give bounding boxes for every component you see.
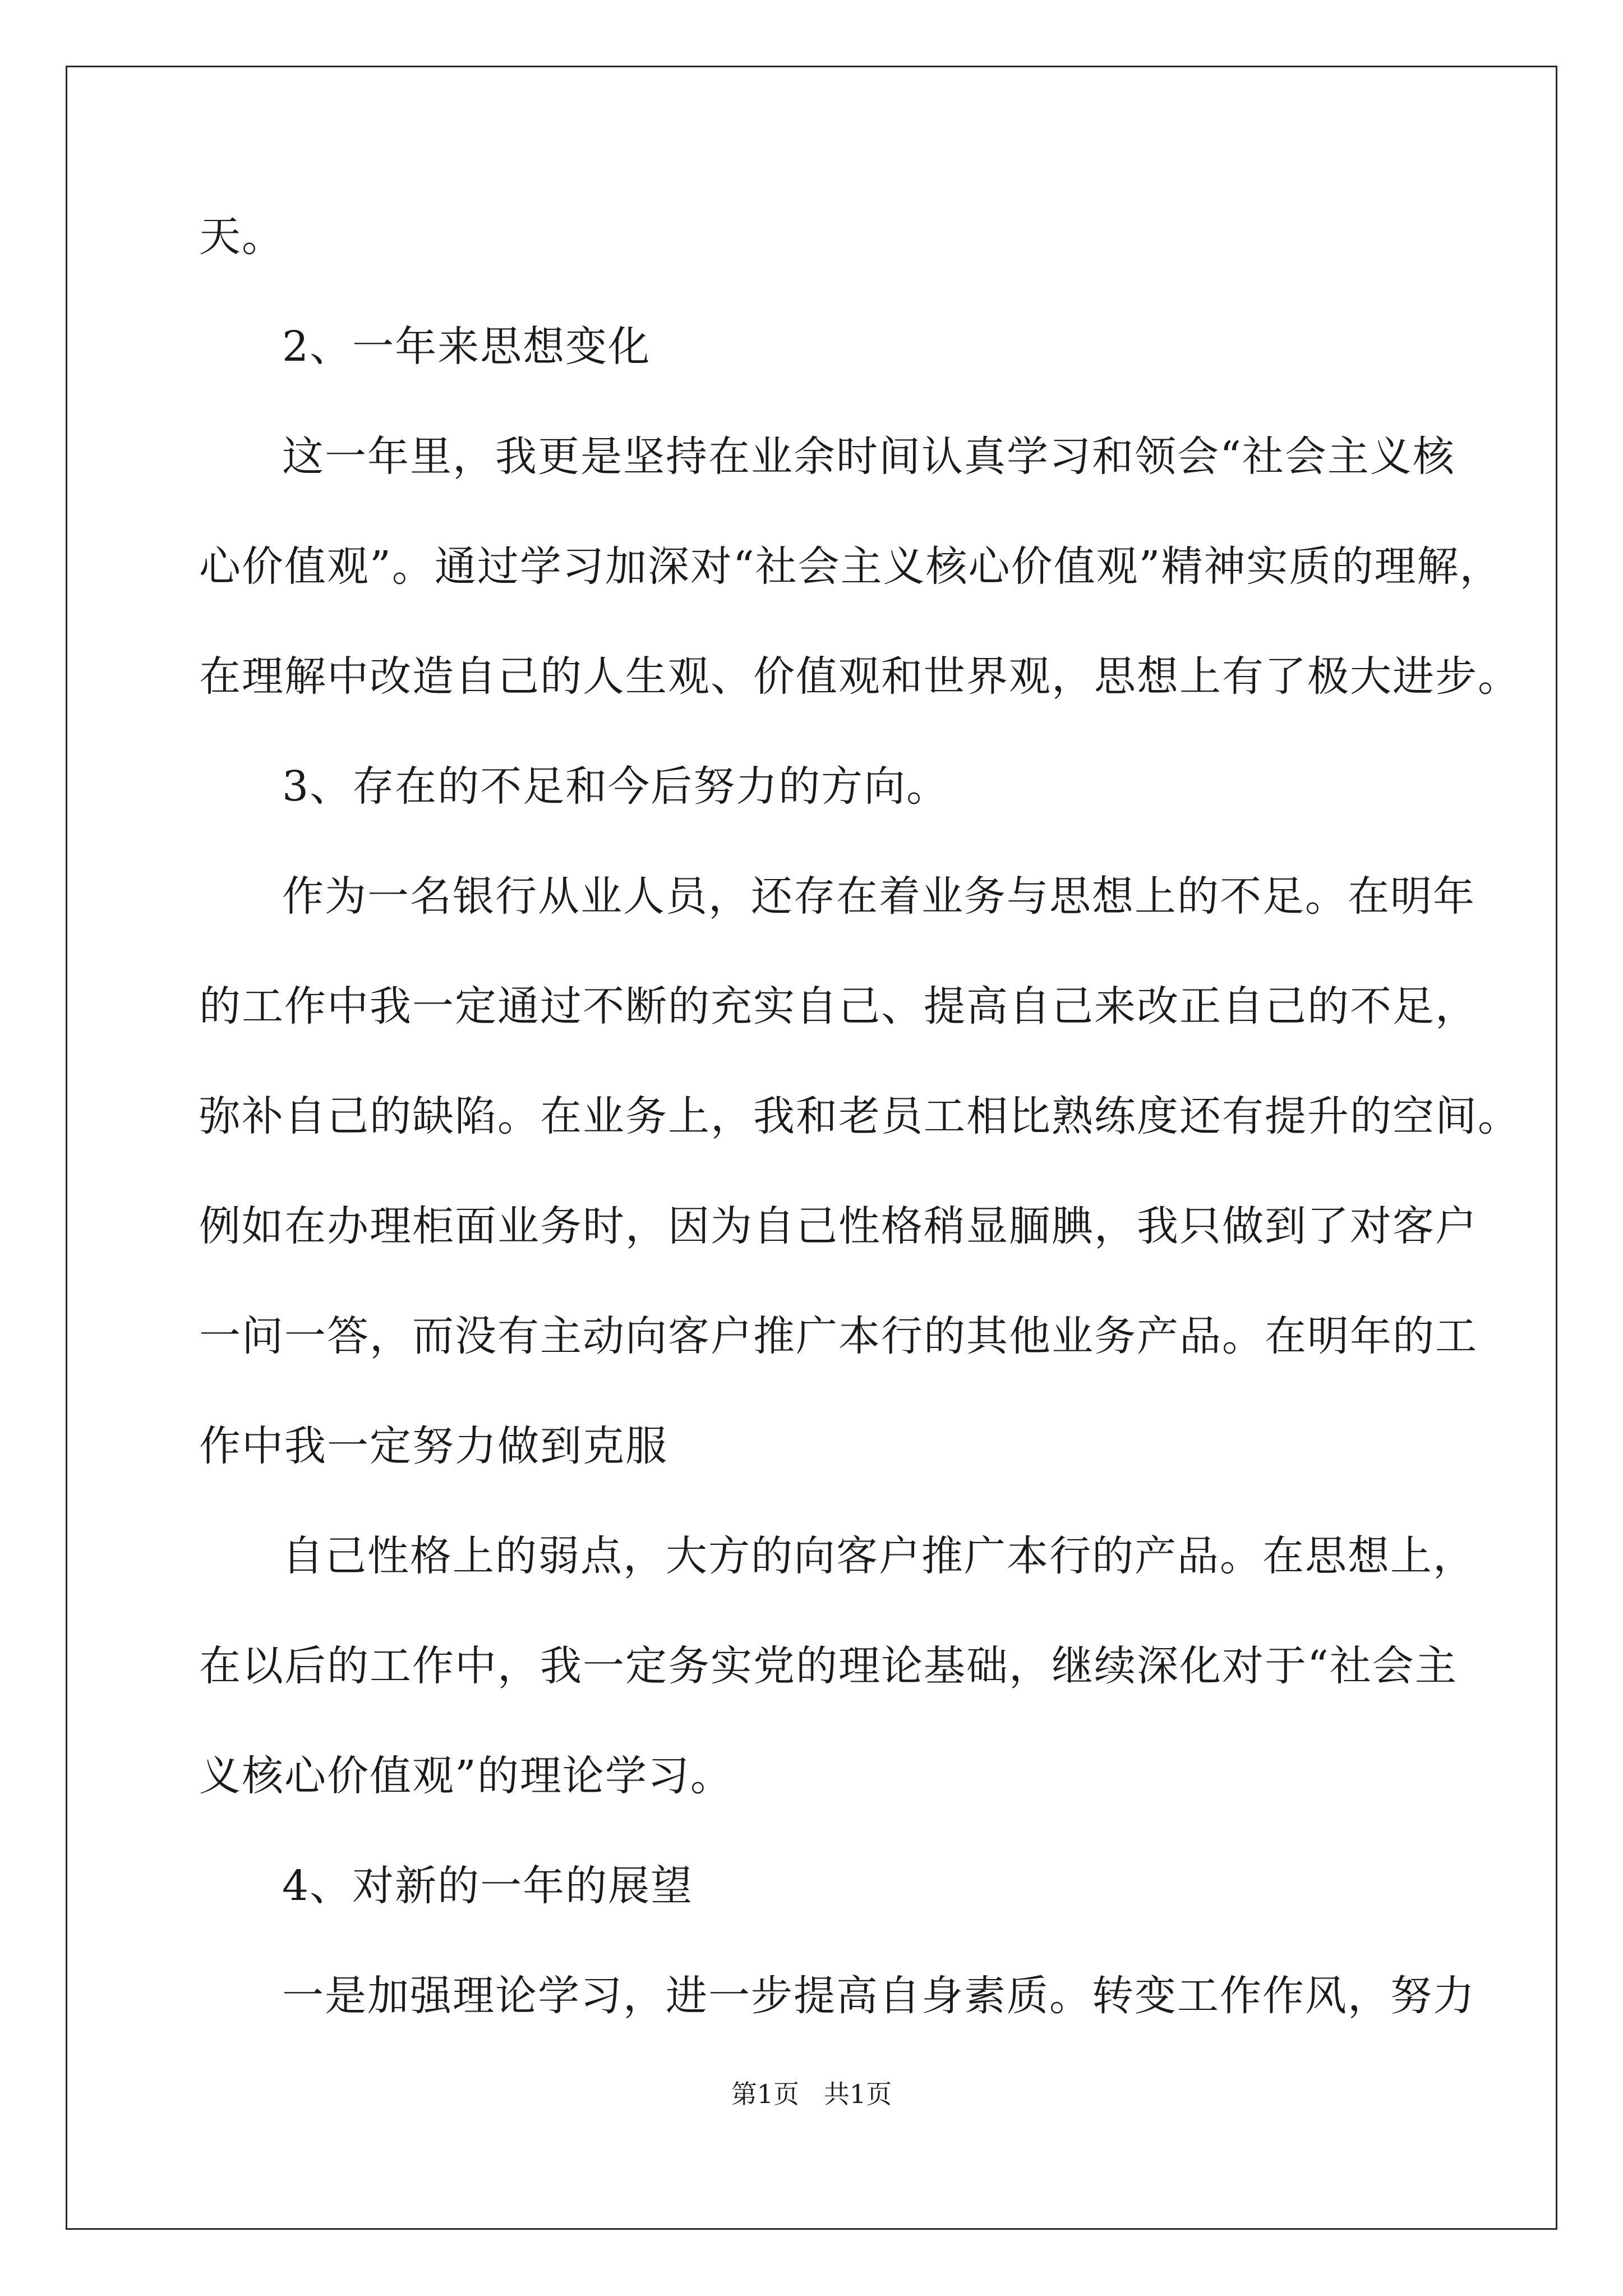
text-line: 作中我一定努力做到克服: [199, 1422, 668, 1470]
text-line: 一是加强理论学习，进一步提高自身素质。转变工作作风，努力: [282, 1972, 1476, 2020]
text-line: 义核心价值观”的理论学习。: [199, 1752, 733, 1800]
text-line: 例如在办理柜面业务时，因为自己性格稍显腼腆，我只做到了对客户: [199, 1202, 1478, 1250]
text-line: 一问一答，而没有主动向客户推广本行的其他业务产品。在明年的工: [199, 1312, 1478, 1360]
page-footer: 第1页 共1页: [731, 2079, 892, 2109]
text-line: 这一年里，我更是坚持在业余时间认真学习和领会“社会主义核: [282, 432, 1455, 481]
text-line: 天。: [199, 213, 284, 261]
text-line: 的工作中我一定通过不断的充实自己、提高自己来改正自己的不足，: [199, 982, 1478, 1030]
document-body: [199, 213, 1520, 2085]
text-line: 弥补自己的缺陷。在业务上，我和老员工相比熟练度还有提升的空间。: [199, 1092, 1520, 1140]
text-line: 作为一名银行从业人员，还存在着业务与思想上的不足。在明年: [282, 872, 1476, 921]
text-line: 在理解中改造自己的人生观、价值观和世界观，思想上有了极大进步。: [199, 652, 1520, 701]
text-line: 自己性格上的弱点，大方的向客户推广本行的产品。在思想上，: [282, 1532, 1476, 1580]
text-line: 在以后的工作中，我一定务实党的理论基础，继续深化对于“社会主: [199, 1642, 1458, 1690]
text-line: 3、存在的不足和今后努力的方向。: [282, 762, 949, 811]
text-line: 4、对新的一年的展望: [282, 1862, 694, 1910]
text-line: 2、一年来思想变化: [282, 323, 651, 371]
text-line: 心价值观”。通过学习加深对“社会主义核心价值观”精神实质的理解，: [199, 542, 1502, 591]
